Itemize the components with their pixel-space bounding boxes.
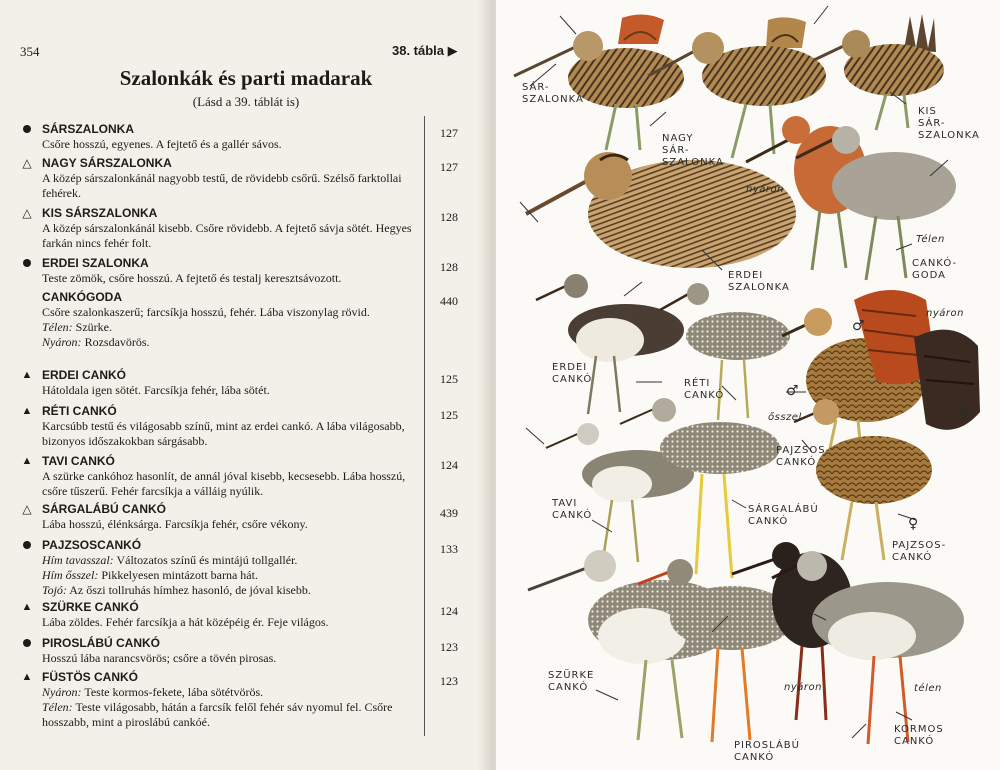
description-line <box>42 221 420 251</box>
species-entry <box>20 290 420 350</box>
species-heading <box>20 636 420 651</box>
species-description <box>20 553 420 598</box>
label-erdei-szalonka: ERDEI SZALONKA <box>728 270 790 293</box>
tail-fan-1 <box>618 14 664 44</box>
species-description <box>20 271 420 286</box>
ruff-female-bird <box>794 399 932 560</box>
status-marker-icon <box>20 636 34 655</box>
description-text: A közép sárszalonkánál nagyobb testű, de rövidebb csőrű. Szélső farktollai fehérek. <box>42 171 402 200</box>
label-reti-canko: RÉTI CANKÓ <box>684 378 725 401</box>
species-heading <box>20 404 420 419</box>
male-symbol-2: ♂ <box>786 383 800 399</box>
description-text: Csőre hosszú, egyenes. A fejtető és a gallér sávos. <box>42 137 282 151</box>
description-line <box>42 383 420 398</box>
description-line <box>42 469 420 499</box>
description-line <box>42 685 420 700</box>
species-entry <box>20 670 420 730</box>
status-marker-icon: ▲ <box>21 671 33 683</box>
species-name: PIROSLÁBÚ CANKÓ <box>42 636 161 650</box>
page-reference-number: 440 <box>440 294 458 308</box>
species-description <box>20 685 420 730</box>
season-label: Télen: <box>42 320 73 334</box>
label-pajzsos-canko-2: PAJZSOS- CANKÓ <box>892 540 947 563</box>
label-nyaron-2: nyáron <box>926 308 964 319</box>
label-nagy-sarszalonka: NAGY SÁR- SZALONKA <box>662 133 724 168</box>
description-line <box>42 553 420 568</box>
species-name: SÁRSZALONKA <box>42 122 134 136</box>
page-number: 354 <box>20 44 40 59</box>
species-entry <box>20 206 420 251</box>
page-reference-number: 128 <box>440 260 458 274</box>
woodcock-bird <box>526 152 796 268</box>
column-divider <box>424 116 425 736</box>
species-heading <box>20 538 420 553</box>
description-line <box>42 583 420 598</box>
description-text: Teste kormos-fekete, lába sötétvörös. <box>81 685 264 699</box>
species-entry <box>20 600 420 630</box>
species-name: NAGY SÁRSZALONKA <box>42 156 172 170</box>
status-marker-icon <box>20 538 34 557</box>
species-entry <box>20 156 420 201</box>
species-name: ERDEI CANKÓ <box>42 368 127 382</box>
page-reference-number: 123 <box>440 640 458 654</box>
description-text: Pikkelyesen mintázott barna hát. <box>98 568 258 582</box>
species-heading <box>20 122 420 137</box>
page-subtitle: (Lásd a 39. táblát is) <box>192 94 300 109</box>
description-text: Lába zöldes. Fehér farcsíkja a hát középéig ér. Feje világos. <box>42 615 329 629</box>
label-telen-1: Télen <box>916 234 945 245</box>
species-heading <box>20 156 420 171</box>
description-text: Teste világosabb, hátán a farcsík felől fehér sáv nyomul fel. Csőre hosszabb, mint a piroslábú cankóé. <box>42 700 393 729</box>
species-heading <box>20 290 420 305</box>
label-kormos-canko: KORMOS CANKÓ <box>894 724 944 747</box>
species-entry <box>20 404 420 449</box>
page-title: Szalonkák és parti madarak <box>119 66 373 90</box>
species-heading <box>20 670 420 685</box>
species-name: PAJZSOSCANKÓ <box>42 538 142 552</box>
description-line <box>42 171 420 201</box>
species-entry <box>20 502 420 532</box>
male-symbol-1: ♂ <box>852 318 866 334</box>
species-description <box>20 419 420 449</box>
page-reference-number: 133 <box>440 542 458 556</box>
description-line <box>42 700 420 730</box>
label-nyaron-1: nyáron <box>746 184 784 195</box>
season-label: Tojó: <box>42 583 67 597</box>
season-label: Nyáron: <box>42 335 82 349</box>
species-description <box>20 651 420 666</box>
species-description <box>20 305 420 350</box>
description-line <box>42 271 420 286</box>
species-entry <box>20 368 420 398</box>
species-description <box>20 137 420 152</box>
species-description <box>20 517 420 532</box>
description-text: Lába hosszú, élénksárga. Farcsíkja fehér, csőre vékony. <box>42 517 308 531</box>
page-reference-number: 125 <box>440 408 458 422</box>
description-line <box>42 568 420 583</box>
page-reference-number: 124 <box>440 604 458 618</box>
season-label: Hím tavasszal: <box>42 553 114 567</box>
status-marker-icon: △ <box>22 206 32 220</box>
description-text: Az őszi tollruhás hímhez hasonló, de jóval kisebb. <box>66 583 311 597</box>
description-line <box>42 419 420 449</box>
description-line <box>42 615 420 630</box>
left-page <box>0 0 492 770</box>
species-name: SÁRGALÁBÚ CANKÓ <box>42 502 166 516</box>
description-text: Rozsdavörös. <box>81 335 150 349</box>
status-marker-icon: ▲ <box>21 405 33 417</box>
species-name: KIS SÁRSZALONKA <box>42 206 158 220</box>
page-reference-number: 127 <box>440 160 458 174</box>
description-text: Hátoldala igen sötét. Farcsíkja fehér, lába sötét. <box>42 383 270 397</box>
label-erdei-canko: ERDEI CANKÓ <box>552 362 593 385</box>
species-entry <box>20 256 420 286</box>
description-line <box>42 517 420 532</box>
species-name: RÉTI CANKÓ <box>42 404 117 418</box>
page-reference-number: 124 <box>440 458 458 472</box>
label-cankogoda: CANKÓ- GODA <box>912 258 958 281</box>
description-line <box>42 320 420 335</box>
species-name: TAVI CANKÓ <box>42 454 115 468</box>
status-marker-icon <box>20 122 34 141</box>
description-text: Hosszú lába narancsvörös; csőre a tövén pirosas. <box>42 651 277 665</box>
season-label: Télen: <box>42 700 73 714</box>
species-heading <box>20 600 420 615</box>
label-szurke-canko: SZÜRKE CANKÓ <box>548 670 595 693</box>
description-text: Szürke. <box>72 320 112 334</box>
wood-sandpiper-bird <box>660 283 790 420</box>
species-description <box>20 171 420 201</box>
status-marker-icon: △ <box>22 156 32 170</box>
label-sargalabu-canko: SÁRGALÁBÚ CANKÓ <box>748 504 819 527</box>
description-text: Teste zömök, csőre hosszú. A fejtető és testalj keresztsávozott. <box>42 271 342 285</box>
label-telen-2: télen <box>914 683 942 694</box>
description-text: A szürke cankóhoz hasonlít, de annál jóval kisebb, kecsesebb. Lába hosszú, csőre tűszerű. Fehér farcsíkja a válláig nyúlik. <box>42 469 406 498</box>
label-sarszalonka: SÁR- SZALONKA <box>522 82 584 105</box>
description-text: Változatos színű és mintájú tollgallér. <box>113 553 298 567</box>
label-tavi-canko: TAVI CANKÓ <box>552 498 593 521</box>
tail-fan-2 <box>766 17 806 48</box>
page-reference-number: 128 <box>440 210 458 224</box>
species-heading <box>20 502 420 517</box>
species-entry <box>20 636 420 666</box>
page-reference-number: 123 <box>440 674 458 688</box>
page-reference-number: 125 <box>440 372 458 386</box>
description-text: Csőre szalonkaszerű; farcsíkja hosszú, fehér. Lába viszonylag rövid. <box>42 305 370 319</box>
species-heading <box>20 368 420 383</box>
status-marker-icon: ▲ <box>21 369 33 381</box>
description-line <box>42 305 420 320</box>
status-marker-icon: △ <box>22 502 32 516</box>
male-symbol-3: ♂ <box>958 404 972 420</box>
label-osszel: ősszel <box>768 412 802 423</box>
species-description <box>20 615 420 630</box>
species-description <box>20 221 420 251</box>
plate-reference: 38. tábla ▶ <box>392 43 458 58</box>
label-pajzsos-canko-1: PAJZSOS- CANKÓ <box>776 445 831 468</box>
page-reference-number: 439 <box>440 506 458 520</box>
species-name: SZÜRKE CANKÓ <box>42 600 139 614</box>
species-entry <box>20 538 420 598</box>
species-name: CANKÓGODA <box>42 290 122 304</box>
species-name: FÜSTÖS CANKÓ <box>42 670 138 684</box>
page-reference-number: 127 <box>440 126 458 140</box>
description-line <box>42 335 420 350</box>
description-text: Karcsúbb testű és világosabb színű, mint az erdei cankó. A lába világosabb, bizonyos időszakokban sárgásabb. <box>42 419 405 448</box>
status-marker-icon: ▲ <box>21 455 33 467</box>
species-description <box>20 383 420 398</box>
species-entry <box>20 122 420 152</box>
species-entry <box>20 454 420 499</box>
season-label: Hím ősszel: <box>42 568 99 582</box>
label-piroslabu-canko: PIROSLÁBÚ CANKÓ <box>734 740 800 763</box>
label-kis-sarszalonka: KIS SÁR- SZALONKA <box>918 106 980 141</box>
season-label: Nyáron: <box>42 685 82 699</box>
status-marker-icon <box>20 256 34 275</box>
species-description <box>20 469 420 499</box>
species-heading <box>20 206 420 221</box>
species-heading <box>20 454 420 469</box>
green-sandpiper-bird <box>536 274 684 414</box>
status-marker-icon: ▲ <box>21 601 33 613</box>
species-heading <box>20 256 420 271</box>
description-line <box>42 651 420 666</box>
description-text: A közép sárszalonkánál kisebb. Csőre rövidebb. A fejtető sávja sötét. Hegyes farkán nincs fehér folt. <box>42 221 412 250</box>
species-name: ERDEI SZALONKA <box>42 256 149 270</box>
female-symbol-1: ♀ <box>908 516 920 532</box>
description-line <box>42 137 420 152</box>
label-nyaron-3: nyáron <box>784 682 822 693</box>
